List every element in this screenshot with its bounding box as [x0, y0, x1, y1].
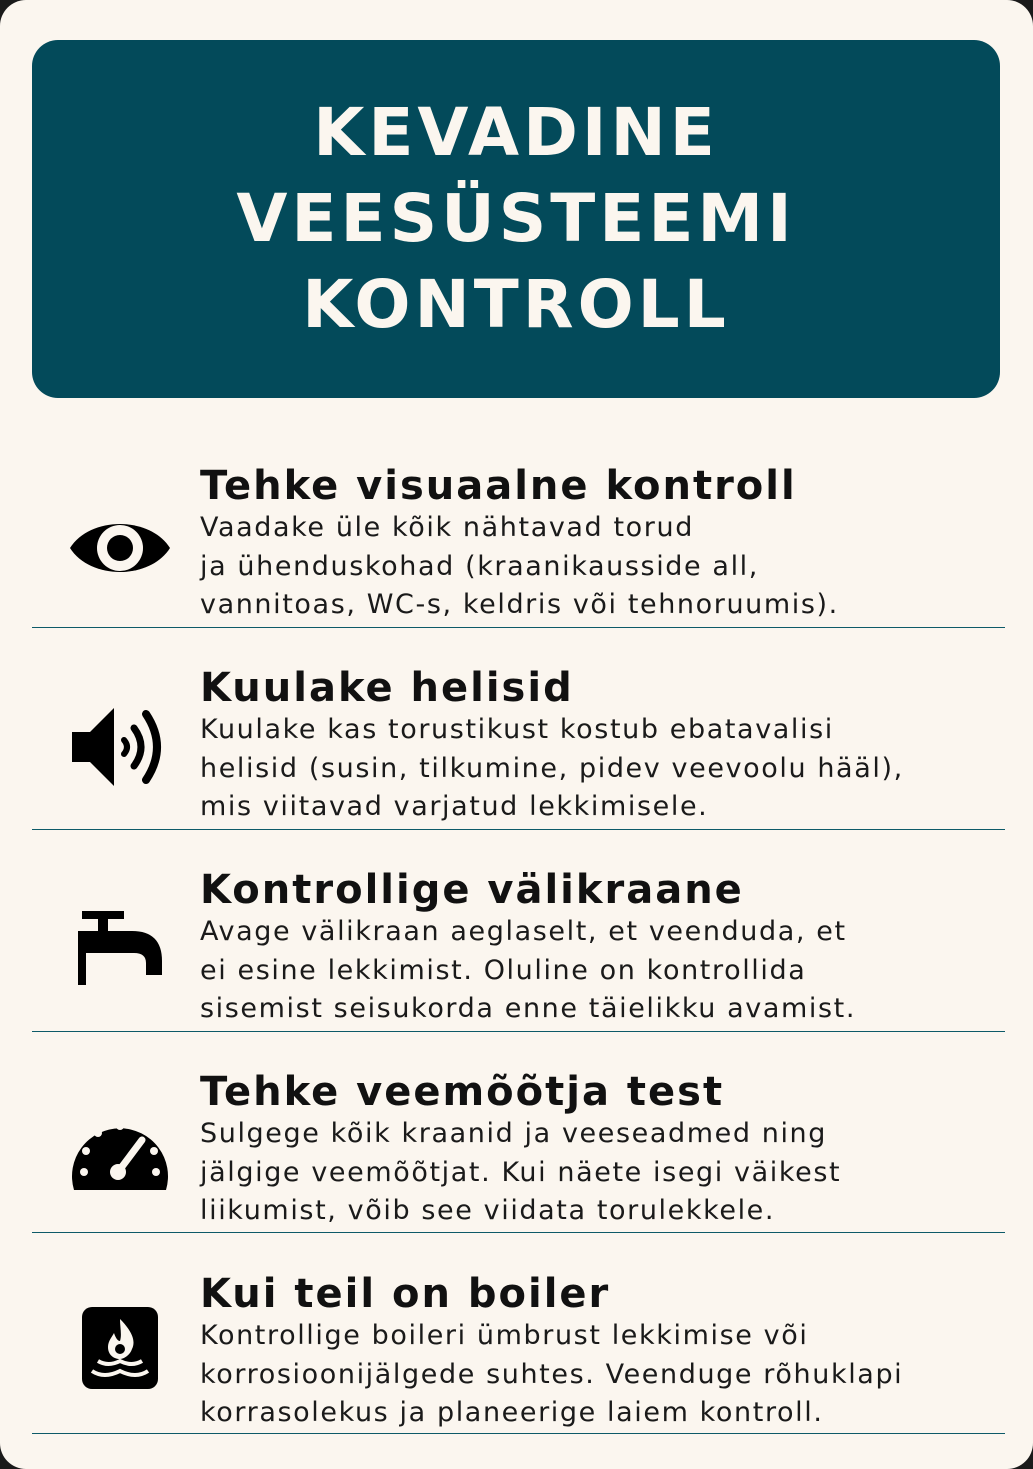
- page-title: [236, 90, 795, 348]
- divider: [32, 1433, 1005, 1434]
- title-line: VEESÜSTEEMI: [236, 180, 796, 257]
- checklist-item-faucets: [0, 867, 1033, 1057]
- faucet-icon: [60, 892, 180, 1002]
- item-description: [200, 913, 856, 1029]
- description-line: mis viitavad varjatud lekkimisele.: [200, 791, 709, 822]
- item-description: [200, 1317, 903, 1433]
- description-line: Vaadake üle kõik nähtavad torud: [200, 512, 694, 543]
- item-heading: Kui teil on boiler: [200, 1271, 611, 1317]
- gauge-icon: [60, 1096, 180, 1206]
- item-heading: Tehke veemõõtja test: [200, 1069, 725, 1115]
- water-heater-icon: [60, 1293, 180, 1403]
- description-line: Kontrollige boileri ümbrust lekkimise või: [200, 1320, 809, 1351]
- description-line: helisid (susin, tilkumine, pidev veevoolu hääl),: [200, 752, 904, 784]
- description-line: Sulgege kõik kraanid ja veeseadmed ning: [200, 1118, 828, 1149]
- item-heading: Tehke visuaalne kontroll: [200, 463, 797, 509]
- checklist-item-meter: [0, 1069, 1033, 1259]
- divider: [32, 1031, 1005, 1032]
- description-line: sisemist seisukorda enne täielikku avamist.: [200, 993, 857, 1024]
- description-line: ei esine lekkimist. Oluline on kontrollida: [200, 954, 807, 986]
- divider: [32, 627, 1005, 628]
- description-line: liikumist, võib see viidata torulekkele.: [200, 1195, 776, 1226]
- divider: [32, 1232, 1005, 1233]
- title-banner: [32, 40, 1000, 398]
- item-description: [200, 509, 839, 625]
- checklist-item-sounds: [0, 665, 1033, 855]
- description-line: korrosioonijälgede suhtes. Veenduge rõhuklapi: [200, 1358, 904, 1390]
- item-heading: Kuulake helisid: [200, 665, 574, 711]
- description-line: Avage välikraan aeglaselt, et veenduda, et: [200, 916, 847, 947]
- description-line: vannitoas, WC-s, keldris või tehnoruumis).: [200, 589, 839, 620]
- eye-icon: [60, 493, 180, 603]
- description-line: ja ühenduskohad (kraanikausside all,: [200, 550, 759, 582]
- description-line: korrasolekus ja planeerige laiem kontroll.: [200, 1397, 824, 1428]
- checklist-item-visual: [0, 463, 1033, 653]
- item-heading: Kontrollige välikraane: [200, 867, 744, 913]
- divider: [32, 829, 1005, 830]
- speaker-icon: [60, 692, 180, 802]
- title-line: KONTROLL: [302, 266, 730, 343]
- item-description: [200, 711, 904, 827]
- description-line: jälgige veemõõtjat. Kui näete isegi väikest: [200, 1156, 842, 1188]
- title-line: KEVADINE: [313, 94, 719, 171]
- description-line: Kuulake kas torustikust kostub ebatavalisi: [200, 714, 834, 745]
- item-description: [200, 1115, 841, 1231]
